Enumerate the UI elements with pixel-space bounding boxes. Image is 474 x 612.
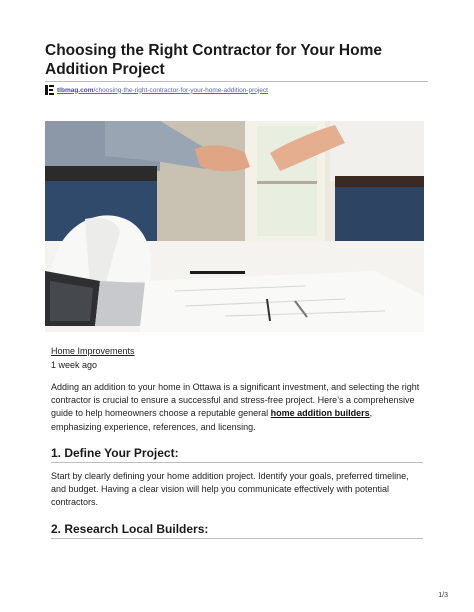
home-addition-builders-link[interactable]: home addition builders xyxy=(270,408,370,419)
intro-text-end: , emphasizing experience, references, and licensing. xyxy=(51,408,373,432)
section-paragraph-define-project: Start by clearly defining your home addition project. Identify your goals, preferred timeline, and budget. Having a clear vision will help you communicate effectively with potential contractors. xyxy=(51,471,409,508)
post-age: 1 week ago xyxy=(51,360,98,370)
section-heading-research-builders: 2. Research Local Builders: xyxy=(51,522,209,536)
section-heading-define-project: 1. Define Your Project: xyxy=(51,446,179,460)
intro-text-start: Adding an addition to your home in Ottawa is a significant investment, and selecting the right contractor is crucial to ensure a successful and stress-free project. Here’s a comprehensive guide to help homeowners choose a reputable general xyxy=(51,382,420,419)
category-link[interactable]: Home Improvements xyxy=(51,346,135,356)
page-number: 1/3 xyxy=(438,592,448,599)
tlbmag-logo-icon xyxy=(45,85,55,95)
section-divider xyxy=(51,538,423,539)
hero-photo xyxy=(45,121,424,332)
source-line xyxy=(45,85,268,95)
title-divider xyxy=(45,81,428,82)
section-divider xyxy=(51,462,423,463)
source-domain: tlbmag.com xyxy=(57,86,94,94)
source-link[interactable] xyxy=(57,87,268,94)
intro-paragraph xyxy=(51,381,423,434)
article-title: Choosing the Right Contractor for Your Home Addition Project xyxy=(45,42,382,78)
source-path: /choosing-the-right-contractor-for-your-home-addition-project xyxy=(93,86,268,94)
